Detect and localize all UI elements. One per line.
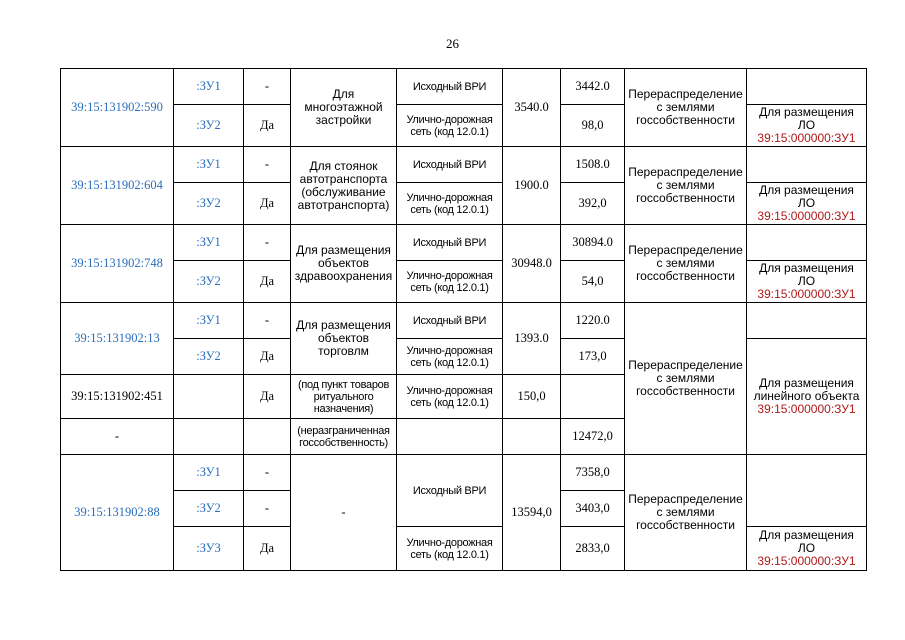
sub-area: 1220.0 xyxy=(561,303,625,339)
purpose-code: 39:15:000000:ЗУ1 xyxy=(757,131,856,145)
sub-plot-id: :ЗУ2 xyxy=(174,183,244,225)
permitted-use: Для размещения объектов здравоохранения xyxy=(291,225,397,303)
cadastral-number: 39:15:131902:590 xyxy=(61,69,174,147)
empty-cell xyxy=(174,375,244,419)
flag-cell: Да xyxy=(244,105,291,147)
total-area: 13594,0 xyxy=(503,455,561,571)
table-row xyxy=(61,105,867,147)
table-row xyxy=(61,303,867,339)
table-row xyxy=(61,69,867,105)
cadastral-number: - xyxy=(61,419,174,455)
empty-cell xyxy=(174,419,244,455)
vri-cell: Улично-дорожная сеть (код 12.0.1) xyxy=(397,527,503,571)
total-area: 1393.0 xyxy=(503,303,561,375)
sub-area: 2833,0 xyxy=(561,527,625,571)
cadastral-number: 39:15:131902:748 xyxy=(61,225,174,303)
sub-plot-id: :ЗУ2 xyxy=(174,339,244,375)
permitted-use: Для стоянок автотранспорта (обслуживание автотранспорта) xyxy=(291,147,397,225)
vri-cell: Улично-дорожная сеть (код 12.0.1) xyxy=(397,375,503,419)
total-area: 30948.0 xyxy=(503,225,561,303)
flag-cell: Да xyxy=(244,527,291,571)
table-row xyxy=(61,225,867,261)
sub-plot-id: :ЗУ3 xyxy=(174,527,244,571)
method-cell: Перераспределение с землями госсобственности xyxy=(625,69,747,147)
sub-area: 3403,0 xyxy=(561,491,625,527)
purpose-empty xyxy=(747,147,867,183)
sub-area: 7358,0 xyxy=(561,455,625,491)
sub-plot-id: :ЗУ2 xyxy=(174,105,244,147)
purpose-empty xyxy=(747,225,867,261)
flag-cell: Да xyxy=(244,261,291,303)
permitted-use: (под пункт товаров ритуального назначения) xyxy=(291,375,397,419)
empty-cell xyxy=(561,375,625,419)
flag-cell: Да xyxy=(244,339,291,375)
sub-area: 30894.0 xyxy=(561,225,625,261)
permitted-use: Для размещения объектов торговлм xyxy=(291,303,397,375)
method-cell: Перераспределение с землями госсобственности xyxy=(625,303,747,455)
vri-cell: Исходный ВРИ xyxy=(397,147,503,183)
purpose-code: 39:15:000000:ЗУ1 xyxy=(757,287,856,301)
sub-area: 1508.0 xyxy=(561,147,625,183)
sub-area: 98,0 xyxy=(561,105,625,147)
purpose-empty xyxy=(747,69,867,105)
land-plots-table xyxy=(60,68,867,571)
purpose-code: 39:15:000000:ЗУ1 xyxy=(757,402,856,416)
vri-cell: Улично-дорожная сеть (код 12.0.1) xyxy=(397,339,503,375)
vri-cell: Исходный ВРИ xyxy=(397,303,503,339)
purpose-code: 39:15:000000:ЗУ1 xyxy=(757,209,856,223)
method-cell: Перераспределение с землями госсобственности xyxy=(625,225,747,303)
permitted-use: - xyxy=(291,455,397,571)
purpose-cell: Для размещения ЛО 39:15:000000:ЗУ1 xyxy=(747,183,867,225)
sub-area: 3442.0 xyxy=(561,69,625,105)
purpose-empty xyxy=(747,455,867,527)
total-area: 3540.0 xyxy=(503,69,561,147)
vri-cell: Улично-дорожная сеть (код 12.0.1) xyxy=(397,105,503,147)
method-cell: Перераспределение с землями госсобственности xyxy=(625,147,747,225)
permitted-use: (неразграниченная госсобственность) xyxy=(291,419,397,455)
flag-cell: - xyxy=(244,147,291,183)
empty-cell xyxy=(503,419,561,455)
table-row xyxy=(61,339,867,375)
sub-area: 12472,0 xyxy=(561,419,625,455)
flag-cell: - xyxy=(244,303,291,339)
table-row xyxy=(61,183,867,225)
total-area: 150,0 xyxy=(503,375,561,419)
purpose-cell: Для размещения ЛО 39:15:000000:ЗУ1 xyxy=(747,527,867,571)
vri-cell: Исходный ВРИ xyxy=(397,455,503,527)
permitted-use: Для многоэтажной застройки xyxy=(291,69,397,147)
empty-cell xyxy=(244,419,291,455)
cadastral-number: 39:15:131902:13 xyxy=(61,303,174,375)
sub-plot-id: :ЗУ2 xyxy=(174,261,244,303)
purpose-empty xyxy=(747,303,867,339)
cadastral-number: 39:15:131902:451 xyxy=(61,375,174,419)
flag-cell: Да xyxy=(244,183,291,225)
vri-cell: Исходный ВРИ xyxy=(397,225,503,261)
vri-cell: Улично-дорожная сеть (код 12.0.1) xyxy=(397,183,503,225)
purpose-cell: Для размещения ЛО 39:15:000000:ЗУ1 xyxy=(747,261,867,303)
cadastral-number: 39:15:131902:604 xyxy=(61,147,174,225)
sub-area: 173,0 xyxy=(561,339,625,375)
sub-area: 54,0 xyxy=(561,261,625,303)
table-row xyxy=(61,261,867,303)
sub-plot-id: :ЗУ1 xyxy=(174,69,244,105)
vri-cell: Улично-дорожная сеть (код 12.0.1) xyxy=(397,261,503,303)
total-area: 1900.0 xyxy=(503,147,561,225)
cadastral-number: 39:15:131902:88 xyxy=(61,455,174,571)
flag-cell: - xyxy=(244,491,291,527)
sub-plot-id: :ЗУ1 xyxy=(174,455,244,491)
table-row xyxy=(61,527,867,571)
sub-plot-id: :ЗУ1 xyxy=(174,303,244,339)
flag-cell: Да xyxy=(244,375,291,419)
purpose-code: 39:15:000000:ЗУ1 xyxy=(757,554,856,568)
flag-cell: - xyxy=(244,455,291,491)
page-number: 26 xyxy=(446,36,459,51)
sub-area: 392,0 xyxy=(561,183,625,225)
vri-cell: Исходный ВРИ xyxy=(397,69,503,105)
method-cell: Перераспределение с землями госсобственности xyxy=(625,455,747,571)
sub-plot-id: :ЗУ1 xyxy=(174,147,244,183)
flag-cell: - xyxy=(244,225,291,261)
purpose-cell: Для размещения ЛО 39:15:000000:ЗУ1 xyxy=(747,105,867,147)
flag-cell: - xyxy=(244,69,291,105)
empty-cell xyxy=(397,419,503,455)
purpose-cell: Для размещения линейного объекта 39:15:000000:ЗУ1 xyxy=(747,339,867,455)
table-row xyxy=(61,455,867,491)
table-row xyxy=(61,147,867,183)
sub-plot-id: :ЗУ1 xyxy=(174,225,244,261)
sub-plot-id: :ЗУ2 xyxy=(174,491,244,527)
